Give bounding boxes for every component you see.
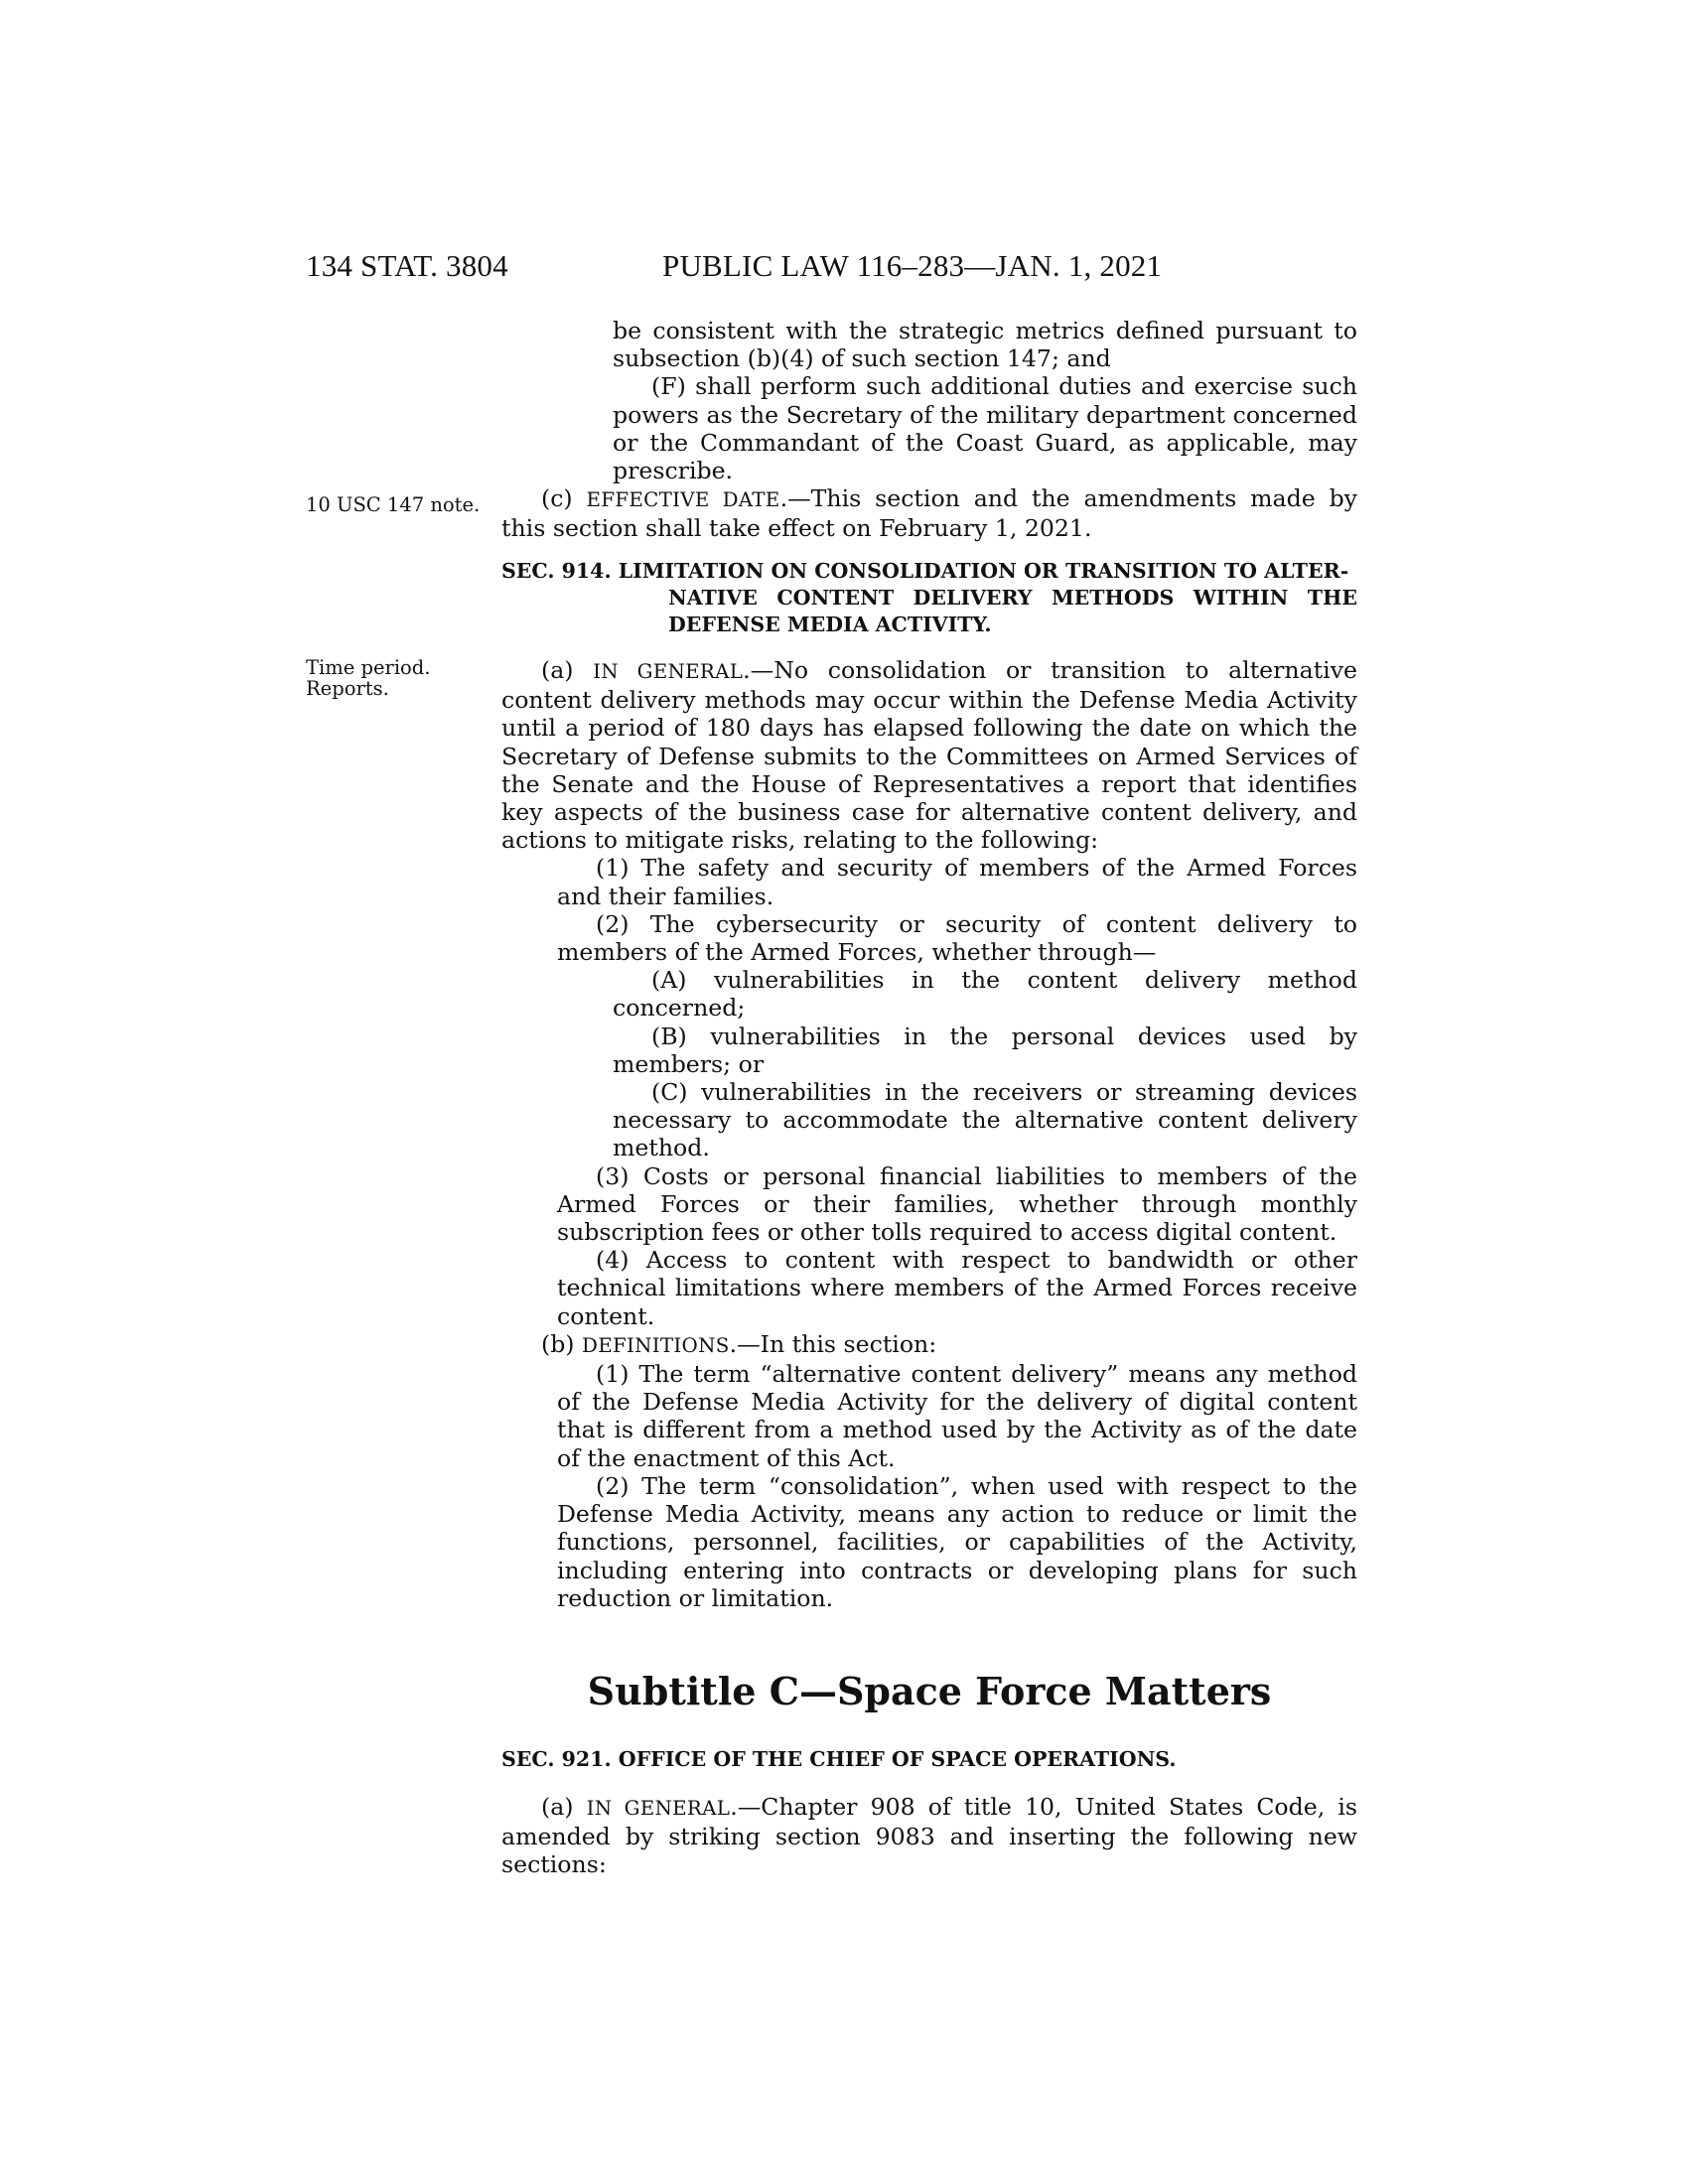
- subparagraph-a2c: (C) vulnerabilities in the receivers or streaming devices necessary to accommodate the alternative content delivery method.: [613, 1078, 1357, 1162]
- effective-date-label: EFFECTIVE DATE: [586, 488, 780, 512]
- margin-note-usc: 10 USC 147 note.: [306, 493, 481, 516]
- effective-date-text: .—This section and the amendments made by this section shall take effect on February 1, 2021.: [501, 484, 1358, 543]
- section-914-heading-line1: SEC. 914. LIMITATION ON CONSOLIDATION OR TRANSITION TO ALTER-: [501, 559, 1349, 583]
- effective-date-paragraph: [501, 484, 1357, 542]
- subsection-b-prefix: (b): [541, 1329, 583, 1358]
- section-921-a-text: .—Chapter 908 of title 10, United States Code, is amended by striking section 9083 and inserting the following new sections:: [501, 1793, 1357, 1879]
- section-921-a-prefix: (a): [541, 1793, 587, 1821]
- subsection-b: [501, 1330, 1357, 1360]
- paragraph-a1: (1) The safety and security of members of the Armed Forces and their families.: [557, 854, 1357, 910]
- margin-note-reports: Reports.: [306, 677, 389, 700]
- effective-date-prefix: (c): [541, 484, 587, 513]
- continued-paragraph: be consistent with the strategic metrics defined pursuant to subsection (b)(4) of such section 147; and: [613, 317, 1357, 373]
- margin-note-time-period: Time period.: [306, 656, 431, 679]
- subparagraph-a2b: (B) vulnerabilities in the personal devices used by members; or: [613, 1022, 1357, 1078]
- subsection-a-label: IN GENERAL: [593, 660, 744, 683]
- subsection-a-text: .—No consolidation or transition to alternative content delivery methods may occur within the Defense Media Activity until a period of 180 days has elapsed following the date on which the Secretary of Defense submits to the Committees on Armed Services of the Senate and the House of Representatives a report that identifies key aspects of the business case for alternative content delivery, and actions to mitigate risks, relating to the following:: [501, 656, 1358, 855]
- paragraph-f: (F) shall perform such additional duties and exercise such powers as the Secretary of the military department concerned or the Commandant of the Coast Guard, as applicable, may prescribe.: [613, 372, 1357, 485]
- subsection-a-prefix: (a): [541, 656, 594, 684]
- continuation-block: [501, 317, 1357, 543]
- subtitle-heading: Subtitle C—Space Force Matters: [587, 1669, 1272, 1713]
- subparagraph-a2a: (A) vulnerabilities in the content delivery method concerned;: [613, 966, 1357, 1023]
- page-header-title: PUBLIC LAW 116–283—JAN. 1, 2021: [662, 248, 1163, 283]
- margin-note-group: [306, 657, 430, 699]
- subsection-a: [501, 656, 1357, 854]
- section-921-a-label: IN GENERAL: [586, 1797, 731, 1820]
- page-stat-citation: 134 STAT. 3804: [306, 248, 508, 283]
- section-914-body: [501, 656, 1357, 1612]
- section-921-subsection-a: [501, 1793, 1357, 1879]
- paragraph-b2: (2) The term “consolidation”, when used with respect to the Defense Media Activity, means any action to reduce or limit the functions, personnel, facilities, or capabilities of the Activity, including entering into contracts or developing plans for such reduction or limitation.: [557, 1471, 1357, 1612]
- section-921-body: [501, 1793, 1357, 1879]
- paragraph-a4: (4) Access to content with respect to bandwidth or other technical limitations where members of the Armed Forces receive content.: [557, 1246, 1357, 1330]
- paragraph-b1: (1) The term “alternative content delivery” means any method of the Defense Media Activity for the delivery of digital content that is different from a method used by the Activity as of the date of the enactment of this Act.: [557, 1360, 1357, 1472]
- paragraph-a2: (2) The cybersecurity or security of content delivery to members of the Armed Forces, whether through—: [557, 909, 1357, 967]
- section-914-heading-rest: NATIVE CONTENT DELIVERY METHODS WITHIN THE DEFENSE MEDIA ACTIVITY.: [668, 586, 1357, 636]
- section-921-heading: SEC. 921. OFFICE OF THE CHIEF OF SPACE OPERATIONS.: [501, 1747, 1177, 1771]
- paragraph-a3: (3) Costs or personal financial liabilities to members of the Armed Forces or their families, whether through monthly subscription fees or other tolls required to access digital content.: [557, 1161, 1357, 1247]
- section-914-heading: [501, 558, 1357, 638]
- subsection-b-label: DEFINITIONS: [582, 1333, 730, 1357]
- subsection-b-text: .—In this section:: [729, 1329, 937, 1358]
